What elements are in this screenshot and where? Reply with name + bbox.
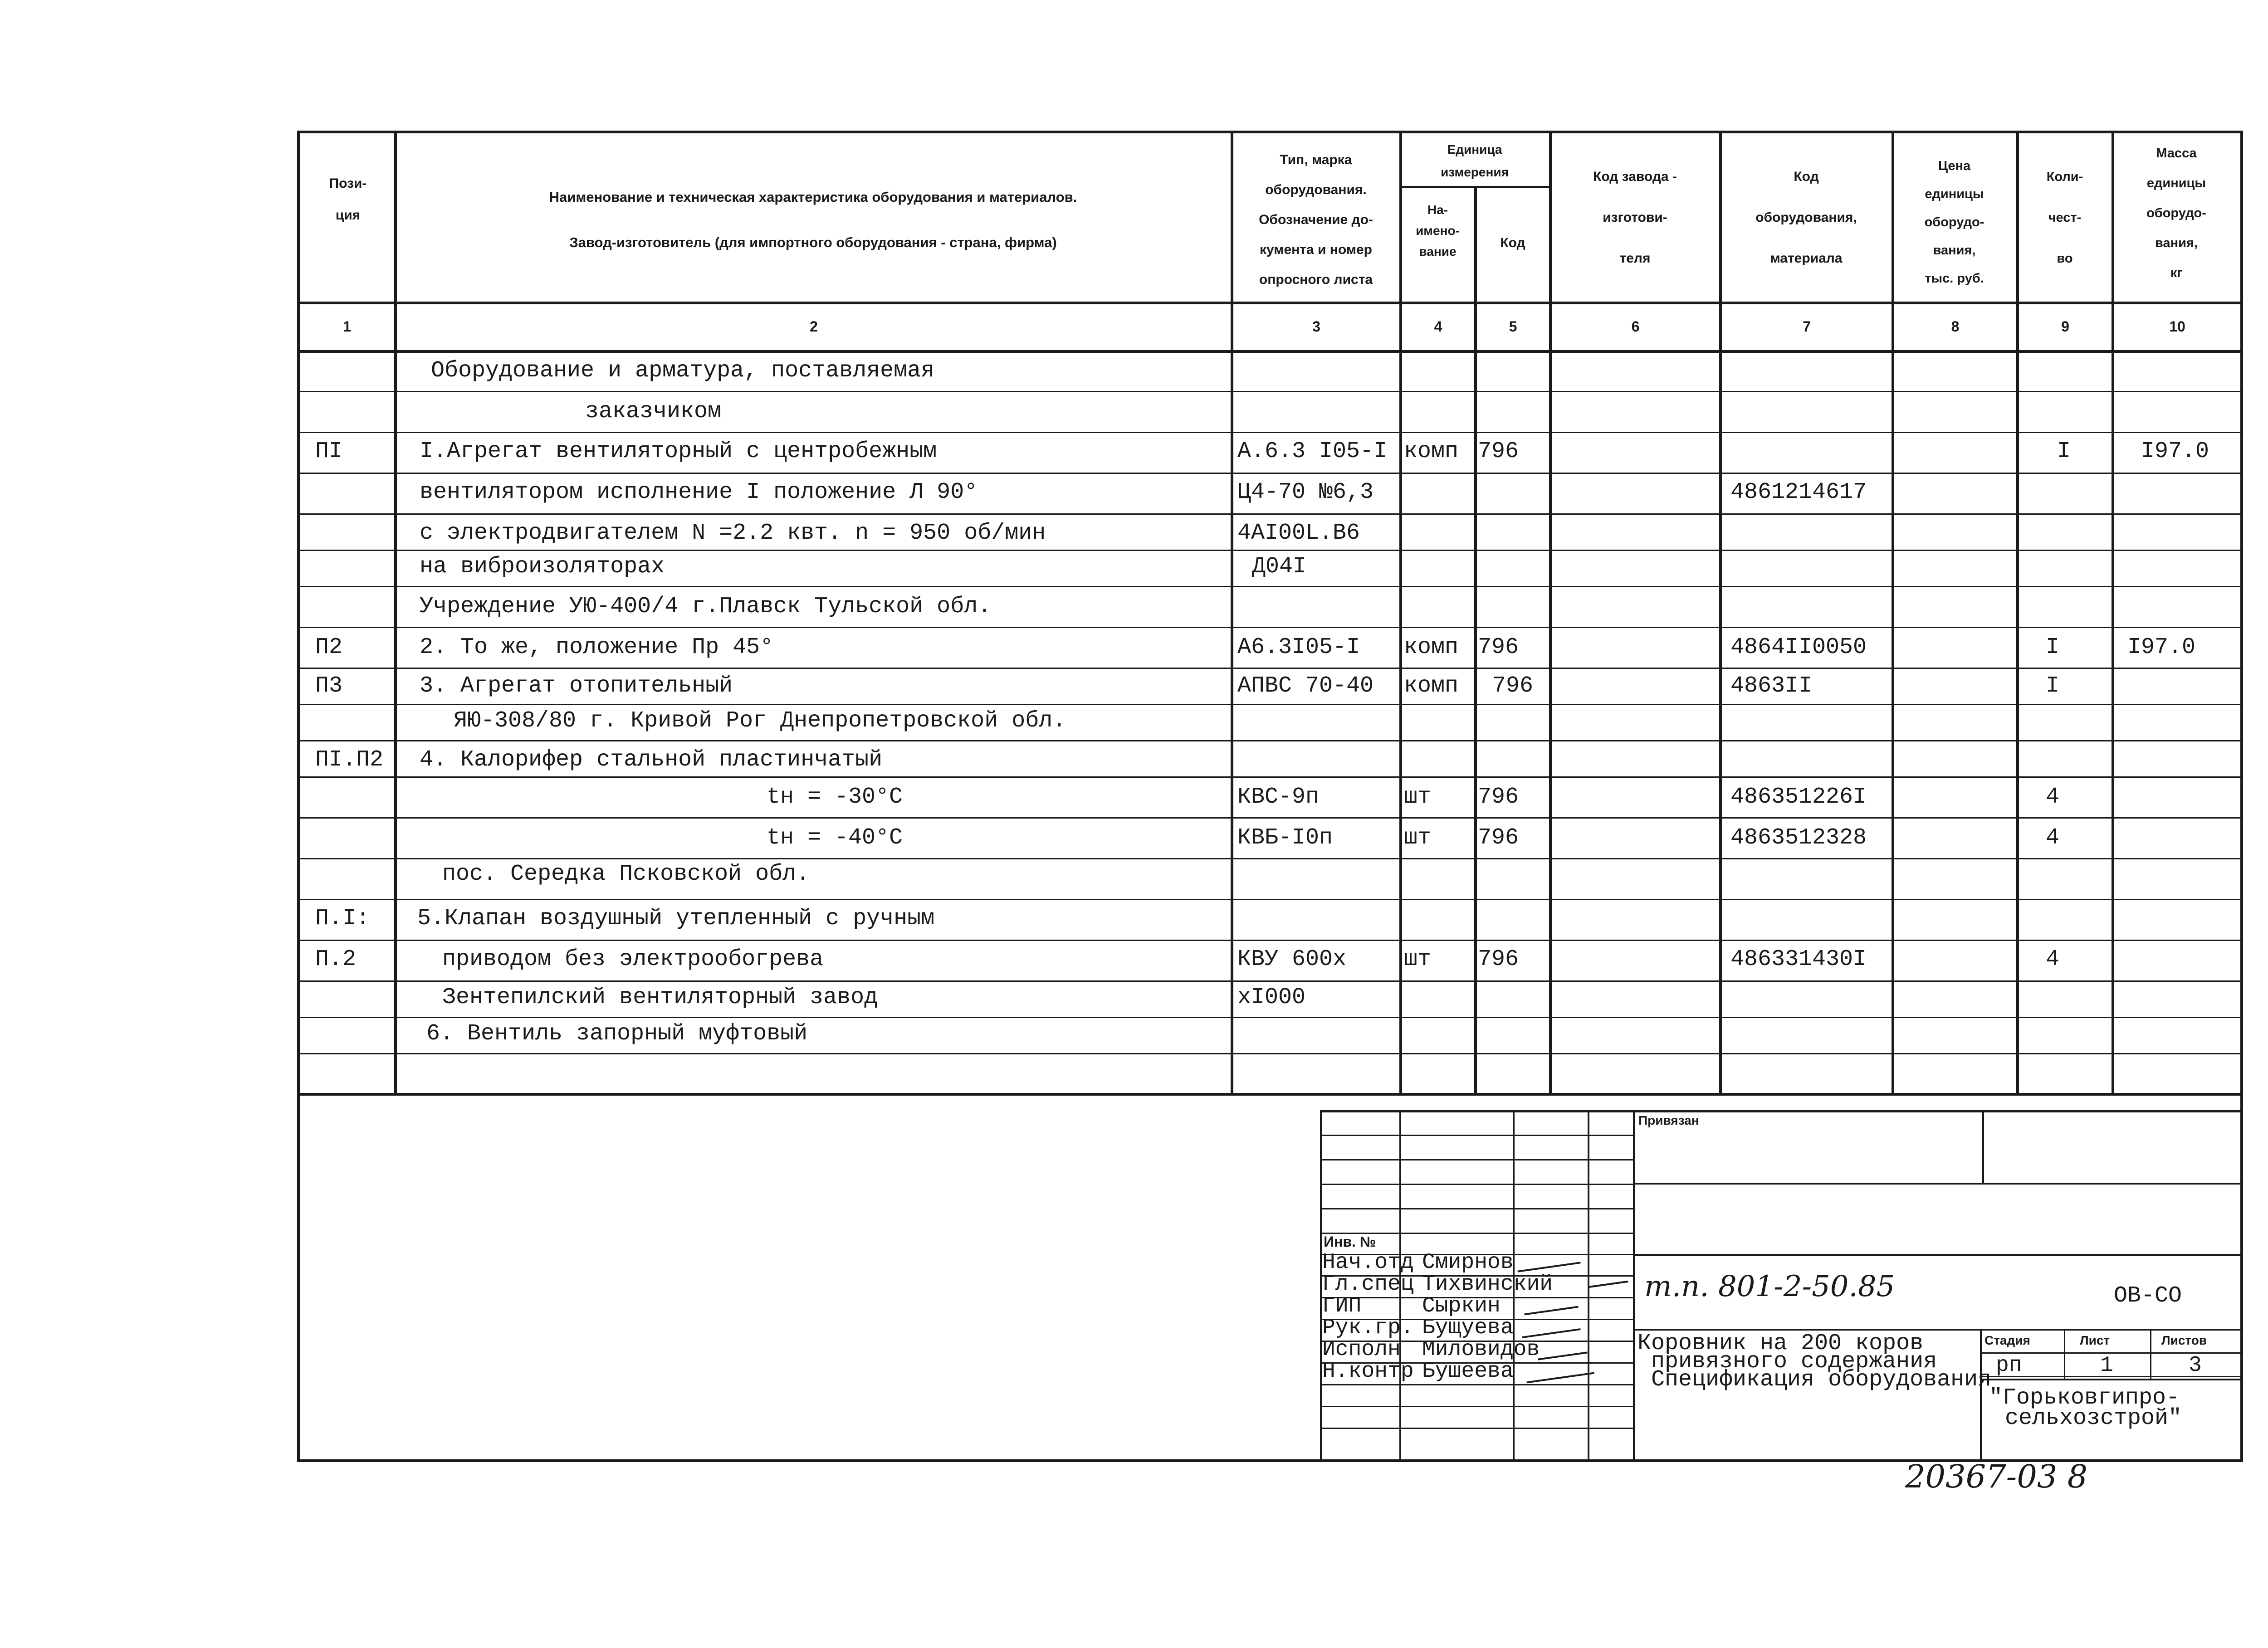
row-name: на виброизоляторах bbox=[420, 554, 665, 580]
stage-value: рп bbox=[1996, 1353, 2022, 1378]
row-qty: I bbox=[2046, 673, 2060, 699]
row-code: 796 bbox=[1478, 634, 1519, 660]
row-pos: П2 bbox=[315, 634, 343, 660]
row-type: хI000 bbox=[1237, 985, 1306, 1010]
row-unit: шт bbox=[1404, 825, 1432, 851]
staff-role: Н.контр bbox=[1322, 1359, 1414, 1384]
header-unit: Единица измерения bbox=[1441, 142, 1509, 179]
row-type: КВБ-I0п bbox=[1237, 825, 1333, 851]
signature-mark bbox=[1524, 1306, 1578, 1316]
col-number: 8 bbox=[1951, 318, 1960, 335]
org-name-line: "Горьковгипро- bbox=[1989, 1385, 2180, 1411]
signature-mark bbox=[1522, 1328, 1580, 1338]
row-qty: 4 bbox=[2046, 825, 2060, 851]
row-unit: комп bbox=[1404, 634, 1459, 660]
staff-name: Миловидов bbox=[1422, 1337, 1540, 1362]
row-name: Оборудование и арматура, поставляемая bbox=[431, 358, 935, 384]
header-type: Тип, марка оборудования. Обозначение до- кумента и номер опросного листа bbox=[1259, 152, 1373, 287]
row-pos: П3 bbox=[315, 673, 343, 699]
header-qty: Коли- чест- во bbox=[2046, 170, 2083, 266]
stage-label: Стадия bbox=[1984, 1333, 2030, 1347]
row-name: I.Агрегат вентиляторный с центробежным bbox=[420, 439, 937, 464]
row-equip: 4863512328 bbox=[1730, 825, 1867, 851]
doc-title-line: Коровник на 200 коров bbox=[1637, 1331, 1924, 1356]
staff-name: Тихвинский bbox=[1422, 1272, 1553, 1297]
header-maker-code: Код завода - изготови- теля bbox=[1593, 169, 1677, 266]
doc-title-line: Спецификация оборудования bbox=[1651, 1367, 1992, 1393]
row-qty: 4 bbox=[2046, 784, 2060, 810]
staff-role: Рук.гр. bbox=[1322, 1316, 1414, 1340]
row-name: 5.Клапан воздушный утепленный с ручным bbox=[417, 906, 935, 931]
row-unit: комп bbox=[1404, 439, 1459, 464]
col-number: 1 bbox=[343, 318, 351, 335]
staff-name: Сыркин bbox=[1422, 1294, 1501, 1318]
row-name: 4. Калорифер стальной пластинчатый bbox=[420, 747, 883, 773]
row-equip: 4863II bbox=[1730, 673, 1813, 699]
sheet-label: Лист bbox=[2080, 1333, 2110, 1347]
staff-role: Гл.спец bbox=[1322, 1272, 1414, 1297]
row-type: А.6.3 I05-I bbox=[1237, 439, 1388, 464]
inv-label: Инв. № bbox=[1324, 1234, 1376, 1250]
row-name: tн = -40°С bbox=[767, 825, 903, 851]
row-code: 796 bbox=[1478, 946, 1519, 972]
row-name: вентилятором исполнение I положение Л 90° bbox=[420, 479, 978, 505]
doc-title-line: привязного содержания bbox=[1651, 1349, 1937, 1375]
row-mass: I97.0 bbox=[2127, 634, 2196, 660]
org-name-line: сельхозстрой" bbox=[2005, 1405, 2182, 1431]
row-pos: П.2 bbox=[315, 946, 357, 972]
row-name: Зентепилский вентиляторный завод bbox=[442, 985, 878, 1010]
col-number: 9 bbox=[2061, 318, 2069, 335]
row-code: 796 bbox=[1478, 784, 1519, 810]
row-pos: П.I: bbox=[315, 906, 370, 931]
signature-mark bbox=[1538, 1351, 1587, 1360]
row-name: заказчиком bbox=[585, 399, 722, 424]
row-name: с электродвигателем N =2.2 квт. n = 950 об/мин bbox=[420, 520, 1046, 546]
row-unit: шт bbox=[1404, 784, 1432, 810]
row-name: 6. Вентиль запорный муфтовый bbox=[426, 1021, 808, 1047]
header-unit-code: Код bbox=[1500, 235, 1525, 250]
sheets-value: 3 bbox=[2189, 1353, 2202, 1378]
signature-mark bbox=[1588, 1281, 1628, 1288]
col-number: 5 bbox=[1509, 318, 1517, 335]
row-name: 3. Агрегат отопительный bbox=[420, 673, 733, 699]
col-number: 3 bbox=[1312, 318, 1320, 335]
header-equip-code: Код оборудования, материала bbox=[1755, 169, 1857, 266]
sheets-label: Листов bbox=[2161, 1333, 2207, 1347]
row-equip: 486351226I bbox=[1730, 784, 1867, 810]
header-mass: Масса единицы оборудо- вания, кг bbox=[2146, 146, 2206, 280]
row-pos: ПI.П2 bbox=[315, 747, 384, 773]
row-type: КВС-9п bbox=[1237, 784, 1320, 810]
col-number: 7 bbox=[1803, 318, 1811, 335]
row-equip: 4864II0050 bbox=[1730, 634, 1867, 660]
signature-mark bbox=[1526, 1372, 1594, 1384]
row-code: 796 bbox=[1492, 673, 1534, 699]
row-pos: ПI bbox=[315, 439, 343, 464]
row-qty: I bbox=[2046, 634, 2060, 660]
row-type: Ц4-70 №6,3 bbox=[1237, 479, 1374, 505]
row-code: 796 bbox=[1478, 825, 1519, 851]
staff-role: Нач.отд bbox=[1322, 1250, 1414, 1275]
row-name: 2. То же, положение Пр 45° bbox=[420, 634, 774, 660]
row-code: 796 bbox=[1478, 439, 1519, 464]
staff-role: Исполн bbox=[1322, 1337, 1401, 1362]
staff-name: Смирнов bbox=[1422, 1250, 1514, 1275]
tp-number: т.п. 801-2-50.85 bbox=[1644, 1270, 1895, 1303]
staff-name: Бушеева bbox=[1422, 1359, 1514, 1384]
row-name: tн = -30°С bbox=[767, 784, 903, 810]
footer-code: 20367-03 8 bbox=[1905, 1458, 2088, 1495]
row-mass: I97.0 bbox=[2141, 439, 2209, 464]
staff-name: Бущуева bbox=[1422, 1316, 1514, 1340]
header-unit-name: На- имено- вание bbox=[1416, 203, 1460, 258]
header-name: Наименование и техническая характеристика оборудования и материалов. Завод-изготовитель (для импортного оборудования - страна, фирма) bbox=[549, 189, 1077, 250]
col-number: 4 bbox=[1434, 318, 1442, 335]
staff-role: ГИП bbox=[1322, 1294, 1362, 1318]
row-equip: 486331430I bbox=[1730, 946, 1867, 972]
row-name: Учреждение УЮ-400/4 г.Плавск Тульской обл. bbox=[420, 594, 992, 619]
header-price: Цена единицы оборудо- вания, тыс. руб. bbox=[1924, 159, 1984, 286]
row-unit: шт bbox=[1404, 946, 1432, 972]
row-unit: комп bbox=[1404, 673, 1459, 699]
row-qty: 4 bbox=[2046, 946, 2060, 972]
privyazan-label: Привязан bbox=[1638, 1113, 1699, 1127]
doc-code: ОВ-СО bbox=[2114, 1283, 2182, 1309]
col-number: 10 bbox=[2169, 318, 2185, 335]
header-pos: Пози- ция bbox=[329, 176, 367, 223]
row-equip: 4861214617 bbox=[1730, 479, 1867, 505]
col-number: 2 bbox=[810, 318, 818, 335]
col-number: 6 bbox=[1631, 318, 1640, 335]
row-type: КВУ 600х bbox=[1237, 946, 1347, 972]
row-type: 4АI00L.В6 bbox=[1237, 520, 1360, 546]
signature-mark bbox=[1517, 1262, 1580, 1272]
row-name: приводом без электрообогрева bbox=[442, 946, 824, 972]
row-name: пос. Середка Псковской обл. bbox=[442, 861, 810, 887]
row-type: А6.3I05-I bbox=[1237, 634, 1360, 660]
sheet-value: 1 bbox=[2100, 1353, 2113, 1378]
row-qty: I bbox=[2057, 439, 2071, 464]
row-type: Д04I bbox=[1252, 554, 1307, 580]
row-name: ЯЮ-308/80 г. Кривой Рог Днепропетровской обл. bbox=[454, 708, 1066, 734]
row-type: АПВС 70-40 bbox=[1237, 673, 1374, 699]
